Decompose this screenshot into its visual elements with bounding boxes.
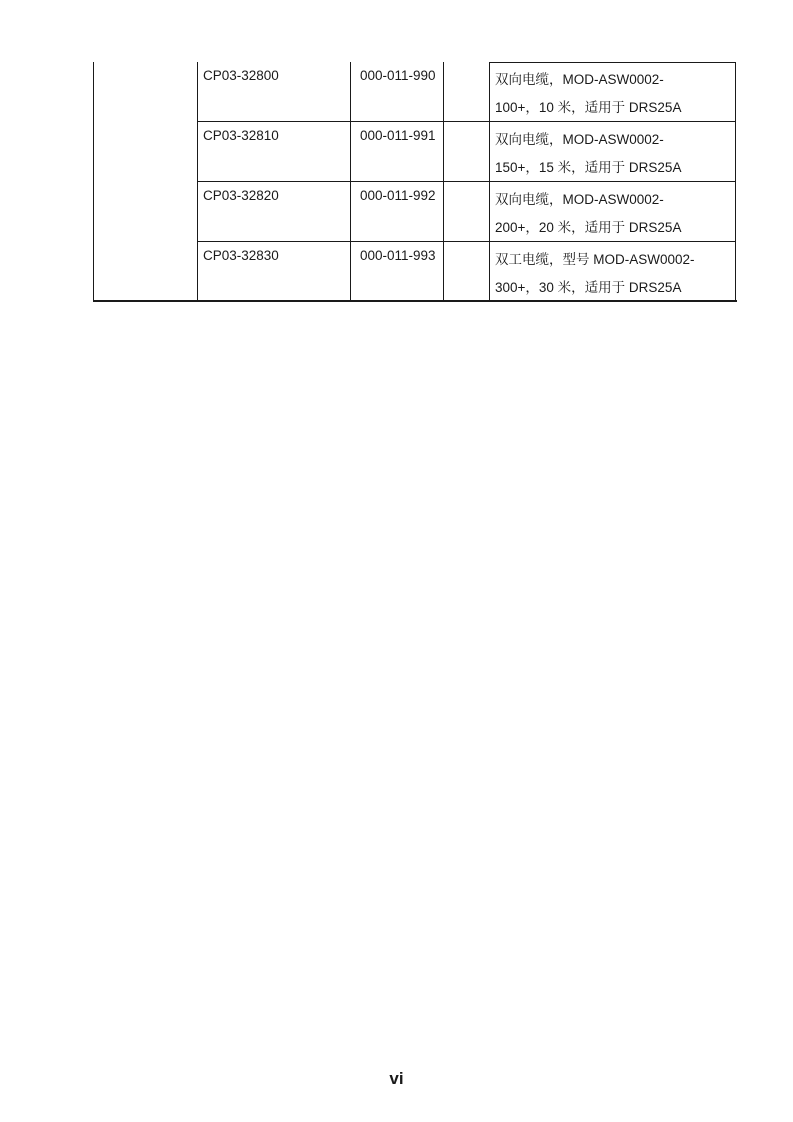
description-line-1: 双向电缆，MOD-ASW0002- bbox=[495, 72, 664, 87]
description-line-1: 双向电缆，MOD-ASW0002- bbox=[495, 192, 664, 207]
part-number-cell: CP03-32810 bbox=[203, 128, 279, 143]
order-number-cell: 000-011-990 bbox=[360, 68, 436, 83]
column-divider bbox=[443, 62, 444, 302]
part-number-cell: CP03-32820 bbox=[203, 188, 279, 203]
table-border-left bbox=[93, 62, 94, 302]
description-line-2: 100+，10 米，适用于 DRS25A bbox=[495, 100, 682, 115]
column-divider bbox=[489, 62, 490, 302]
column-divider bbox=[197, 62, 198, 302]
description-top-border bbox=[489, 62, 736, 63]
part-number-cell: CP03-32830 bbox=[203, 248, 279, 263]
description-line-2: 200+，20 米，适用于 DRS25A bbox=[495, 220, 682, 235]
table-border-right bbox=[735, 62, 736, 302]
order-number-cell: 000-011-991 bbox=[360, 128, 436, 143]
description-line-2: 300+，30 米，适用于 DRS25A bbox=[495, 280, 682, 295]
parts-table bbox=[93, 62, 737, 302]
part-number-cell: CP03-32800 bbox=[203, 68, 279, 83]
order-number-cell: 000-011-993 bbox=[360, 248, 436, 263]
column-divider bbox=[350, 62, 351, 302]
order-number-cell: 000-011-992 bbox=[360, 188, 436, 203]
description-line-1: 双向电缆，MOD-ASW0002- bbox=[495, 132, 664, 147]
page-number: vi bbox=[389, 1069, 404, 1088]
description-line-2: 150+，15 米，适用于 DRS25A bbox=[495, 160, 682, 175]
description-line-1: 双工电缆，型号 MOD-ASW0002- bbox=[495, 252, 695, 267]
